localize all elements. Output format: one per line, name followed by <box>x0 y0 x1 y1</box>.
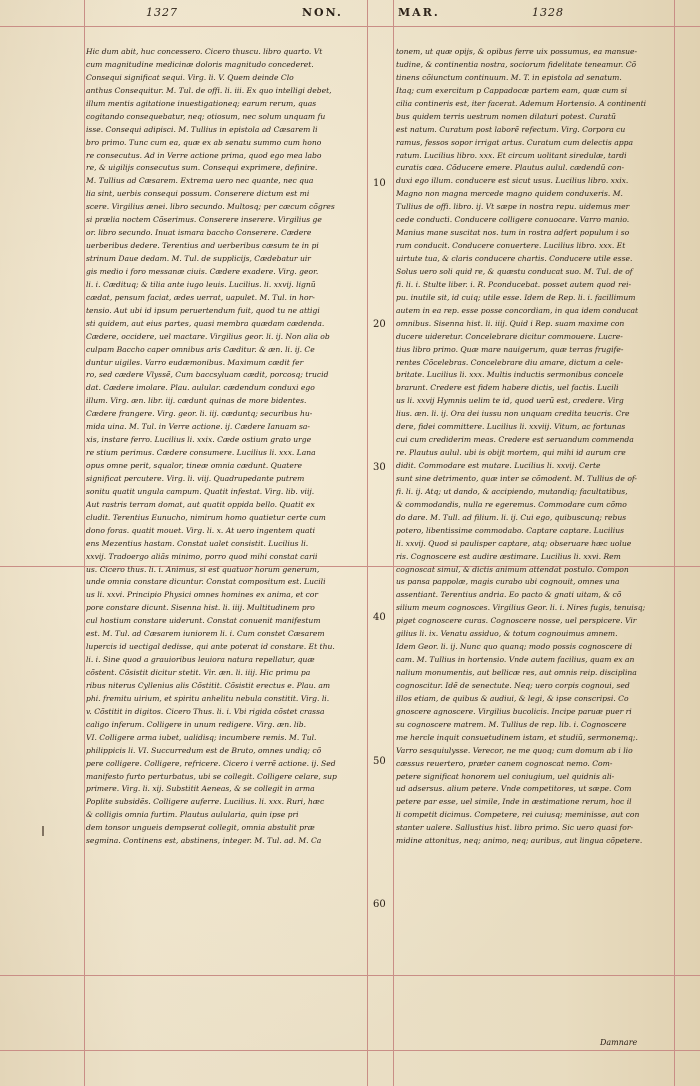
text-line: silium meum cognosces. Virgilius Geor. li. i. Nires fugis, tenuisq; <box>396 603 646 613</box>
text-line: stanter ualere. Sallustius hist. libro primo. Sic uero quasi for- <box>396 823 634 833</box>
text-line: tinens cõiunctum continuum. M. T. in epistola ad senatum. <box>396 72 622 82</box>
text-line: tudine, & continentia nostra, sociorum fidelitate teneamur. Cõ <box>396 59 637 69</box>
text-line: & colligis omnia furtim. Plautus aulularia, quin ipse pri <box>86 810 299 820</box>
text-line: ro, sed cædere Vlyssẽ, Cum baccsyluam cædit, porcosq; trucid <box>86 370 329 380</box>
text-line: cogitando consequebatur, neq; otiosum, nec solum unquam fu <box>86 111 326 121</box>
text-line: autem in ea rep. esse posse concordiam, in qua idem conducat <box>396 305 639 315</box>
text-line: xis, instare ferro. Lucilius li. xxix. Cæde ostium grato urge <box>86 435 312 445</box>
bottom-rule <box>0 1050 700 1051</box>
text-line: tius libro primo. Quæ mare nauigerum, quæ terras frugife- <box>396 344 624 354</box>
lower-rule <box>0 975 700 976</box>
text-line: isse. Consequi adipisci. M. Tullius in epistola ad Cæsarem li <box>86 124 318 134</box>
text-line: uerberibus dedere. Terentius and uerberibus cæsum te in pi <box>86 241 319 251</box>
text-line: caligo inferum. Colligere in unum redigere. Virg. æn. lib. <box>86 719 307 729</box>
text-line: cædat, pensum faciat, ædes uerrat, uapulet. M. Tul. in hor- <box>86 292 315 302</box>
text-line: ducere uideretur. Concelebrare dicitur commouere. Lucre- <box>396 331 623 341</box>
text-line: tonem, ut quæ opijs, & opibus ferre uix possumus, ea mansue- <box>396 47 638 56</box>
text-line: cam. M. Tullius in hortensio. Vnde autem facilius, quam ex an <box>396 655 635 665</box>
text-line: cognoscitur. Idẽ de senectute. Neq; uero corpis cognoui, sed <box>396 680 630 690</box>
line-number-50: 50 <box>373 756 386 767</box>
text-line: cognoscat simul, & dictis animum attendat postulo. Compon <box>396 564 629 574</box>
text-line: est natum. Curatum post laborẽ refectum. Virg. Corpora cu <box>396 124 626 134</box>
text-line: me hercle inquit consuetudinem istam, et studiũ, sermonemq;. <box>396 732 638 742</box>
line-number-60: 60 <box>373 899 386 910</box>
text-line: pere colligere. Colligere, refricere. Cicero i verrẽ actione. ij. Sed <box>86 758 336 768</box>
text-line: petere par esse, uel simile, Inde in æstimatione rerum, hoc il <box>396 797 632 807</box>
text-line: re. Plautus aulul. ubi is obijt mortem, qui mihi id aurum cre <box>396 448 626 458</box>
text-line: li. xxvij. Quod si paulisper captare, atq; obseruare hæc uolue <box>396 538 632 548</box>
text-line: assentiant. Terentius andria. Eo pacto & gnati uitam, & cõ <box>396 590 622 600</box>
text-line: cul hostium constare uiderunt. Constat conuenit manifestum <box>86 616 321 626</box>
catchword: Damnare <box>600 1038 638 1047</box>
header-rule <box>0 26 700 27</box>
gutter-rule-left <box>367 0 368 1086</box>
text-line: ratum. Lucilius libro. xxx. Et circum uolitant siredulæ, tardi <box>396 150 627 160</box>
text-line: piget cognoscere curas. Cognoscere nosse, uel perspicere. Vir <box>396 616 637 626</box>
text-line: fi. li. ij. Atq; ut dando, & accipiendo, mutandiq; facultatibus, <box>396 486 628 496</box>
text-line: sonitu quatit ungula campum. Quatit infestat. Virg. lib. viij. <box>86 486 315 496</box>
text-line: fi. li. i. Stulte liber. i. R. Pconducebat. posset autem quod rei- <box>396 279 632 289</box>
line-number-40: 40 <box>373 612 386 623</box>
text-line: unde omnia constare dicuntur. Constat compositum est. Lucili <box>86 577 326 587</box>
text-line: cede conducti. Conducere colligere conuocare. Varro manio. <box>396 215 630 225</box>
text-line: li. i. Cædituq; & tilia ante iugo leuis. Lucilius. li. xxvij. lignũ <box>86 279 316 289</box>
text-line: re consecutus. Ad in Verre actione prima, quod ego mea labo <box>86 150 322 160</box>
text-line: Aut rastris terram domat, aut quatit oppida bello. Quatit ex <box>86 499 315 509</box>
text-line: illos etiam, de quibus & audiui, & legi, & ipse conscripsi. Co <box>396 693 629 703</box>
text-line: dat. Cædere imolare. Plau. aulular. cædendum conduxi ego <box>86 383 315 393</box>
text-line: pu. inutile sit, id cuiq; utile esse. Idem de Rep. li. i. facillimum <box>396 292 636 302</box>
line-number-10: 10 <box>373 178 386 189</box>
text-line: v. Cõstitit in digitos. Cicero Thus. li. i. Vbi rigida cõstet crassa <box>86 706 325 716</box>
margin-mark <box>42 826 44 836</box>
text-line: ens Mezentius hastam. Constat ualet consistit. Lucilius li. <box>86 538 309 548</box>
right-page-number: 1328 <box>532 6 564 19</box>
text-line: VI. Colligere arma iubet, ualidisq; incumbere remis. M. Tul. <box>86 732 317 742</box>
text-line: xxvij. Tradoergo aliãs minimo, porro quod mihi constat carii <box>86 551 318 561</box>
text-line: us li. xxvij Hymnis uelim te id, quod uerũ est, credere. Virg <box>396 396 624 406</box>
text-line: bro primo. Tunc cum ea, quæ ex ab senatu summo cum hono <box>86 137 322 147</box>
text-line: significat percutere. Virg. li. viij. Quadrupedante putrem <box>86 473 305 483</box>
text-line: ribus niterus Cyllenius alis Cõstitit. Cõsistit erectus e. Plau. am <box>86 680 331 690</box>
text-line: gilius li. ix. Venatu assiduo, & totum cognouimus amnem. <box>396 629 618 639</box>
text-line: anthus Consequitur. M. Tul. de offi. li. iii. Ex quo intelligi debet, <box>86 85 332 95</box>
text-line: didit. Commodare est mutare. Lucilius li. xxvij. Certe <box>396 461 601 470</box>
text-line: cõstent. Cõsistit dicitur stetit. Vir. æn. li. iiij. Hic primu pa <box>86 668 311 677</box>
text-line: Cædere frangere. Virg. geor. li. iij. cæduntq; securibus hu- <box>86 409 313 419</box>
text-line: britate. Lucilius li. xxx. Multis inductis sermonibus concele <box>396 370 624 380</box>
text-line: M. Tullius ad Cæsarem. Extrema uero nec quante, nec qua <box>86 176 314 186</box>
text-line: ris. Cognoscere est audire æstimare. Lucilius li. xxvi. Rem <box>396 551 621 561</box>
right-text-column <box>396 46 676 848</box>
text-line: segmina. Continens est, abstinens, integer. M. Tul. ad. M. Ca <box>86 836 322 846</box>
text-line: gis medio i foro messanæ ciuis. Cædere exadere. Virg. geor. <box>86 266 319 276</box>
text-line: cum magnitudine medicinæ doloris magnitudo concederet. <box>86 59 314 69</box>
text-line: Tullius de offi. libro. ij. Vt sæpe in nostra repu. uidemus mer <box>396 202 630 212</box>
text-line: lius. æn. li. ij. Ora dei iussu non unquam credita teucris. Cre <box>396 409 630 419</box>
text-line: Hic dum abit, huc concessero. Cicero thuscu. libro quarto. Vt <box>86 47 323 56</box>
text-line: & commodandis, nulla re egeremus. Commodare cum cõmo <box>396 499 627 509</box>
text-line: omnibus. Sisenna hist. li. iiij. Quid i Rep. suam maxime con <box>396 318 625 328</box>
text-line: rentes Cõcelebras. Concelebrare diu amare, dictum a cele- <box>396 357 624 367</box>
text-line: ramus, fessos sopor irrigat artus. Curatum cum delectis appa <box>396 137 633 147</box>
text-line: potero, libentissime commodabo. Captare captare. Lucilius <box>396 525 624 535</box>
text-line: sunt sine detrimento, quæ inter se cõmodent. M. Tullius de of- <box>396 473 638 483</box>
text-line: illum. Virg. æn. libr. iij. cædunt quinas de more bidentes. <box>86 396 307 406</box>
text-line: Poplite subsidẽs. Colligere auferre. Lucilius. li. xxx. Ruri, hæc <box>86 797 325 807</box>
text-line: si prælia noctem Cõserimus. Conserere inserere. Virgilius ge <box>86 215 322 225</box>
text-line: cæssus reuertero, præter canem cognoscat nemo. Com- <box>396 758 613 768</box>
text-line: uirtute tua, & claris conducere chartis. Conducere utile esse. <box>396 254 633 263</box>
text-line: brarunt. Credere est fidem habere dictis, uel factis. Lucili <box>396 383 619 393</box>
text-line: li. i. Sine quod a grauioribus leuiora natura repellatur, quæ <box>86 655 315 665</box>
text-line: bus quidem terris uestrum nomen dilaturi potest. Curatũ <box>396 111 616 121</box>
text-line: lupercis id uectigal dedisse, qui ante poterat id constare. Et thu. <box>86 642 335 652</box>
text-line: duxi ego illum. conducere est sicut usus. Lucilius libro. xxix. <box>396 176 629 186</box>
line-number-30: 30 <box>373 462 386 473</box>
text-line: re, & uigilijs consecutus sum. Consequi exprimere, definire. <box>86 163 318 173</box>
text-line: phi. fremitu uirium, et spiritu anhelitu nebula constitit. Virg. li. <box>86 693 330 703</box>
text-line: su cognoscere matrem. M. Tullius de rep. lib. i. Cognoscere <box>396 719 627 729</box>
text-line: Varro sesquiulysse. Verecor, ne me quoq; cum domum ab i lio <box>396 745 633 755</box>
text-line: dono foras. quatit mouet. Virg. li. x. At uero ingentem quati <box>86 525 316 535</box>
text-line: illum mentis agitatione inuestigationeq; earum rerum, quas <box>86 98 317 108</box>
left-text-column <box>86 46 366 848</box>
text-line: primere. Virg. li. xij. Substitit Aeneas, & se collegit in arma <box>86 784 315 794</box>
line-number-20: 20 <box>373 319 386 330</box>
text-line: est. M. Tul. ad Cæsarem iuniorem li. i. Cum constet Cæsarem <box>86 629 325 639</box>
text-line: gnoscere agnoscere. Virgilius bucolicis. Incipe paruæ puer ri <box>396 706 632 716</box>
text-line: do dare. M. Tull. ad filium. li. ij. Cui ego, quibuscunq; rebus <box>396 512 627 522</box>
text-line: scere. Virgilius ænei. libro secundo. Multosq; per cæcum cõgres <box>86 202 335 212</box>
text-line: us li. xxvi. Principio Physici omnes homines ex anima, et cor <box>86 590 318 600</box>
text-line: dere, fidei committere. Lucilius li. xxviij. Vitum, ac fortunas <box>396 422 626 432</box>
text-line: cludit. Terentius Eunucho, nimirum homo quatietur certe cum <box>86 512 326 522</box>
text-line: re stium perimus. Cædere consumere. Lucilius li. xxx. Lana <box>86 448 316 458</box>
text-line: Cædere, occidere, uel mactare. Virgilius geor. li. ij. Non alia ob <box>86 331 330 341</box>
text-line: mida uina. M. Tul. in Verre actione. ij. Cædere Ianuam sa- <box>86 422 310 432</box>
right-running-title: MAR. <box>398 6 440 19</box>
text-line: cui cum crediderim meas. Credere est seruandum commenda <box>396 435 634 445</box>
text-line: nalium monumentis, aut bellicæ res, aut omnis reip. disciplina <box>396 668 637 677</box>
margin-rule-left <box>84 0 85 1086</box>
text-line: us. Cicero thus. li. i. Animus, si est quatuor horum generum, <box>86 564 320 574</box>
text-line: li competit dicimus. Competere, rei cuiusq; meminisse, aut con <box>396 810 640 820</box>
text-line: culpam Baccho caper omnibus aris Cæditur. & æn. li. ij. Ce <box>86 344 315 354</box>
text-line: opus omne perit, squalor, tineæ omnia cædunt. Quatere <box>86 461 302 470</box>
left-page-number: 1327 <box>146 6 178 19</box>
left-running-title: NON. <box>302 6 343 19</box>
text-line: strinum Daue dedam. M. Tul. de supplicijs, Cædebatur uir <box>86 254 311 263</box>
text-line: duntur uigiles. Varro eudæmonibus. Maximum cædit fer <box>86 357 304 367</box>
text-line: Magno non magna mercede magno quidem conduxeris. M. <box>396 189 623 199</box>
text-line: Itaq; cum exercitum p Cappadocæ partem eam, quæ cum si <box>396 85 628 95</box>
text-line: tensio. Aut ubi id ipsum peruertendum fuit, quod tu ne attigi <box>86 305 320 315</box>
text-line: Idem Geor. li. ij. Nunc quo quanq; modo possis cognoscere di <box>396 642 633 652</box>
text-line: Solus uero soli quid re, & quæstu conducat suo. M. Tul. de of <box>396 266 633 276</box>
text-line: rum conducit. Conducere conuertere. Lucilius libro. xxx. Et <box>396 241 626 251</box>
text-line: lia sint, uerbis consequi possum. Conserere dictum est mi <box>86 189 310 199</box>
text-line: or. libro secundo. Inuat ismara baccho Conserere. Cædere <box>86 228 312 238</box>
text-line: curatis cœa. Cõducere emere. Plautus aulul. cædendũ con- <box>396 163 625 173</box>
text-line: petere significat honorem uel coniugium, uel quidnis ali- <box>396 771 615 781</box>
text-line: midine attonitus, neq; animo, neq; auribus, aut lingua cõpetere. <box>396 836 643 846</box>
text-line: Manius mane suscitat nos. tum in rostra adfert populum i so <box>396 228 630 238</box>
text-line: Consequi significat sequi. Virg. li. V. Quem deinde Clo <box>86 72 294 82</box>
text-line: manifesto furto perturbatus, ubi se collegit. Colligere celare, sup <box>86 771 337 781</box>
gutter-rule-right <box>393 0 394 1086</box>
text-line: cilia contineris est, iter facerat. Ademum Hortensio. A continenti <box>396 98 647 108</box>
text-line: ud adsersus. alium petere. Vnde competitores, ut sæpe. Com <box>396 784 632 794</box>
text-line: philippicis li. VI. Succurredum est de Bruto, omnes undiq; cõ <box>86 745 322 755</box>
text-line: pore constare dicunt. Sisenna hist. li. iiij. Multitudinem pro <box>86 603 315 613</box>
text-line: us pansa pappolæ, magis curabo ubi cognouit, omnes una <box>396 577 620 587</box>
text-line: dem tonsor ungueis dempserat collegit, omnia abstulit præ <box>86 823 315 833</box>
text-line: sti quidem, aut eius partes, quasi membra quædam cædenda. <box>86 318 325 328</box>
